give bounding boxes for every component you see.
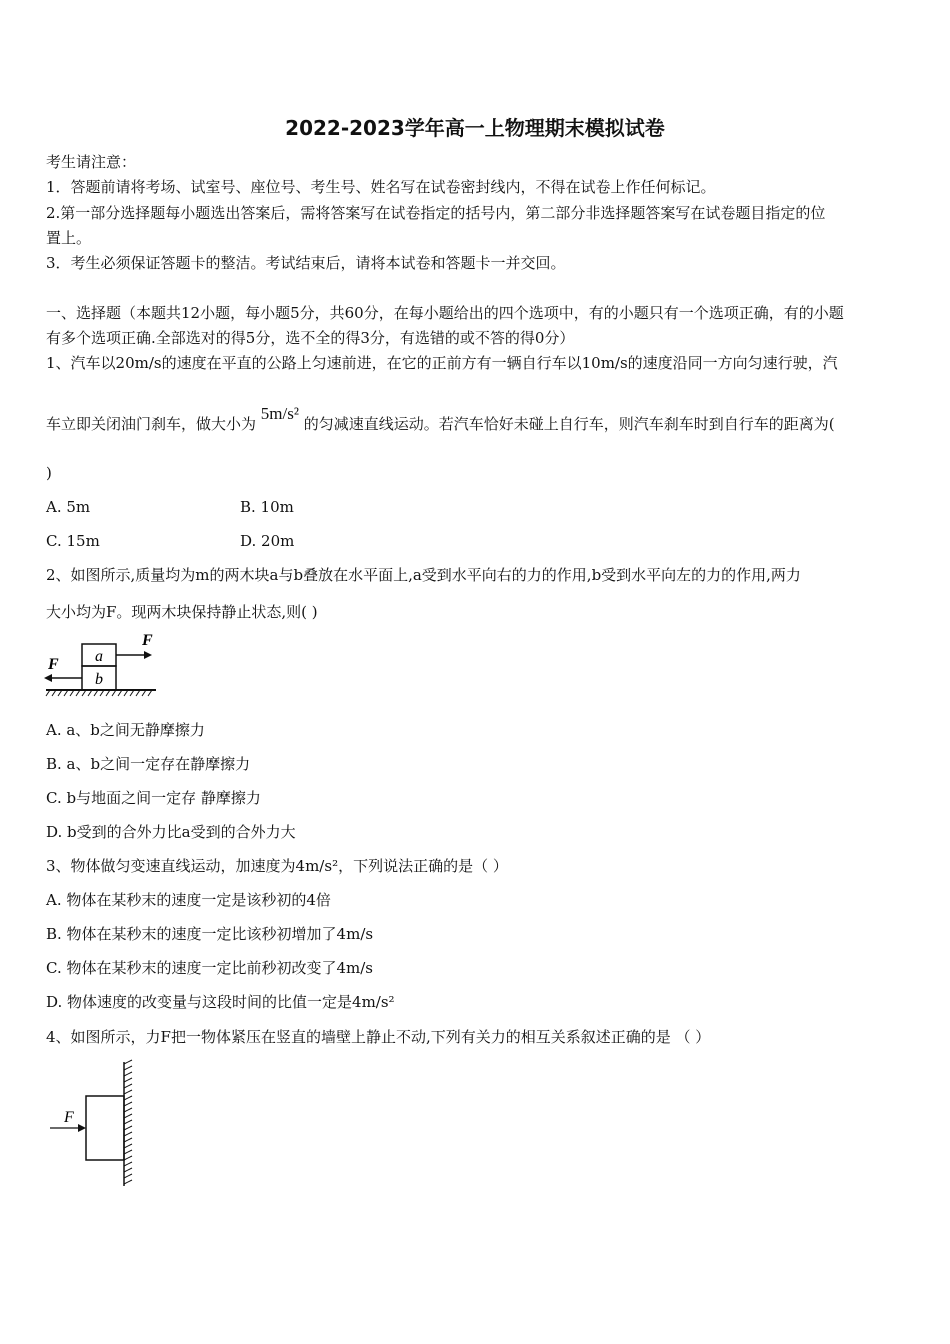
force-label: F: [64, 1109, 74, 1126]
q2-stacked-blocks-figure: [40, 628, 160, 700]
q3-option-a[interactable]: A. 物体在某秒末的速度一定是该秒初的4倍: [46, 891, 331, 909]
q3-option-b[interactable]: B. 物体在某秒末的速度一定比该秒初增加了4m/s: [46, 925, 374, 943]
section-intro-line2: 有多个选项正确.全部选对的得5分，选不全的得3分，有选错的或不答的得0分）: [46, 329, 575, 347]
force-left-label: F: [48, 656, 59, 673]
q1-stem-line2b: 的匀减速直线运动。若汽车恰好未碰上自行车，则汽车刹车时到自行车的距离为(: [303, 415, 835, 433]
q1-option-b[interactable]: B. 10m: [240, 498, 294, 516]
q1-option-a[interactable]: A. 5m: [46, 498, 91, 516]
q1-option-d[interactable]: D. 20m: [240, 532, 295, 550]
q1-accel-value: 5m/s²: [260, 404, 299, 423]
q1-stem-line2: [46, 404, 835, 434]
pressed-block: [86, 1096, 124, 1160]
block-a-label: a: [95, 648, 103, 665]
q3-option-c[interactable]: C. 物体在某秒末的速度一定比前秒初改变了4m/s: [46, 959, 373, 977]
q3-option-d[interactable]: D. 物体速度的改变量与这段时间的比值一定是4m/s²: [46, 993, 395, 1011]
notice-item-2-cont: 置上。: [46, 229, 92, 247]
page-title: 2022-2023学年高一上物理期末模拟试卷: [285, 116, 665, 140]
notice-item-2: 2.第一部分选择题每小题选出答案后，需将答案写在试卷指定的括号内，第二部分非选择题答案写在试卷题目指定的位: [46, 204, 826, 222]
q1-stem-line2a: 车立即关闭油门刹车，做大小为: [46, 415, 257, 433]
q2-option-b[interactable]: B. a、b之间一定存在静摩擦力: [46, 755, 251, 773]
q1-option-c[interactable]: C. 15m: [46, 532, 100, 550]
q2-option-a[interactable]: A. a、b之间无静摩擦力: [46, 721, 205, 739]
q2-stem-line1: 2、如图所示,质量均为m的两木块a与b叠放在水平面上,a受到水平向右的力的作用,b受到水平向左的力的作用,两力: [46, 566, 801, 584]
block-b-label: b: [95, 671, 103, 688]
q4-block-against-wall-figure: [44, 1058, 144, 1192]
q1-stem-line3: ): [46, 464, 52, 482]
notice-item-3: 3．考生必须保证答题卡的整洁。考试结束后，请将本试卷和答题卡一并交回。: [46, 254, 566, 272]
q1-stem-line1: 1、汽车以20m/s的速度在平直的公路上匀速前进，在它的正前方有一辆自行车以10m/s的速度沿同一方向匀速行驶，汽: [46, 354, 838, 372]
q4-stem: 4、如图所示，力F把一物体紧压在竖直的墙壁上静止不动,下列有关力的相互关系叙述正确的是 （ ）: [46, 1028, 711, 1046]
force-right-label: F: [142, 632, 153, 649]
section-intro-line1: 一、选择题（本题共12小题，每小题5分，共60分，在每小题给出的四个选项中，有的小题只有一个选项正确，有的小题: [46, 304, 844, 322]
q2-stem-line2: 大小均为F。现两木块保持静止状态,则( ): [46, 603, 318, 621]
q2-option-c[interactable]: C. b与地面之间一定存 静摩擦力: [46, 789, 261, 807]
q2-option-d[interactable]: D. b受到的合外力比a受到的合外力大: [46, 823, 296, 841]
notice-heading: 考生请注意：: [46, 153, 137, 171]
q3-stem: 3、物体做匀变速直线运动，加速度为4m/s²，下列说法正确的是（ ）: [46, 857, 508, 875]
notice-item-1: 1．答题前请将考场、试室号、座位号、考生号、姓名写在试卷密封线内，不得在试卷上作任何标记。: [46, 178, 716, 196]
